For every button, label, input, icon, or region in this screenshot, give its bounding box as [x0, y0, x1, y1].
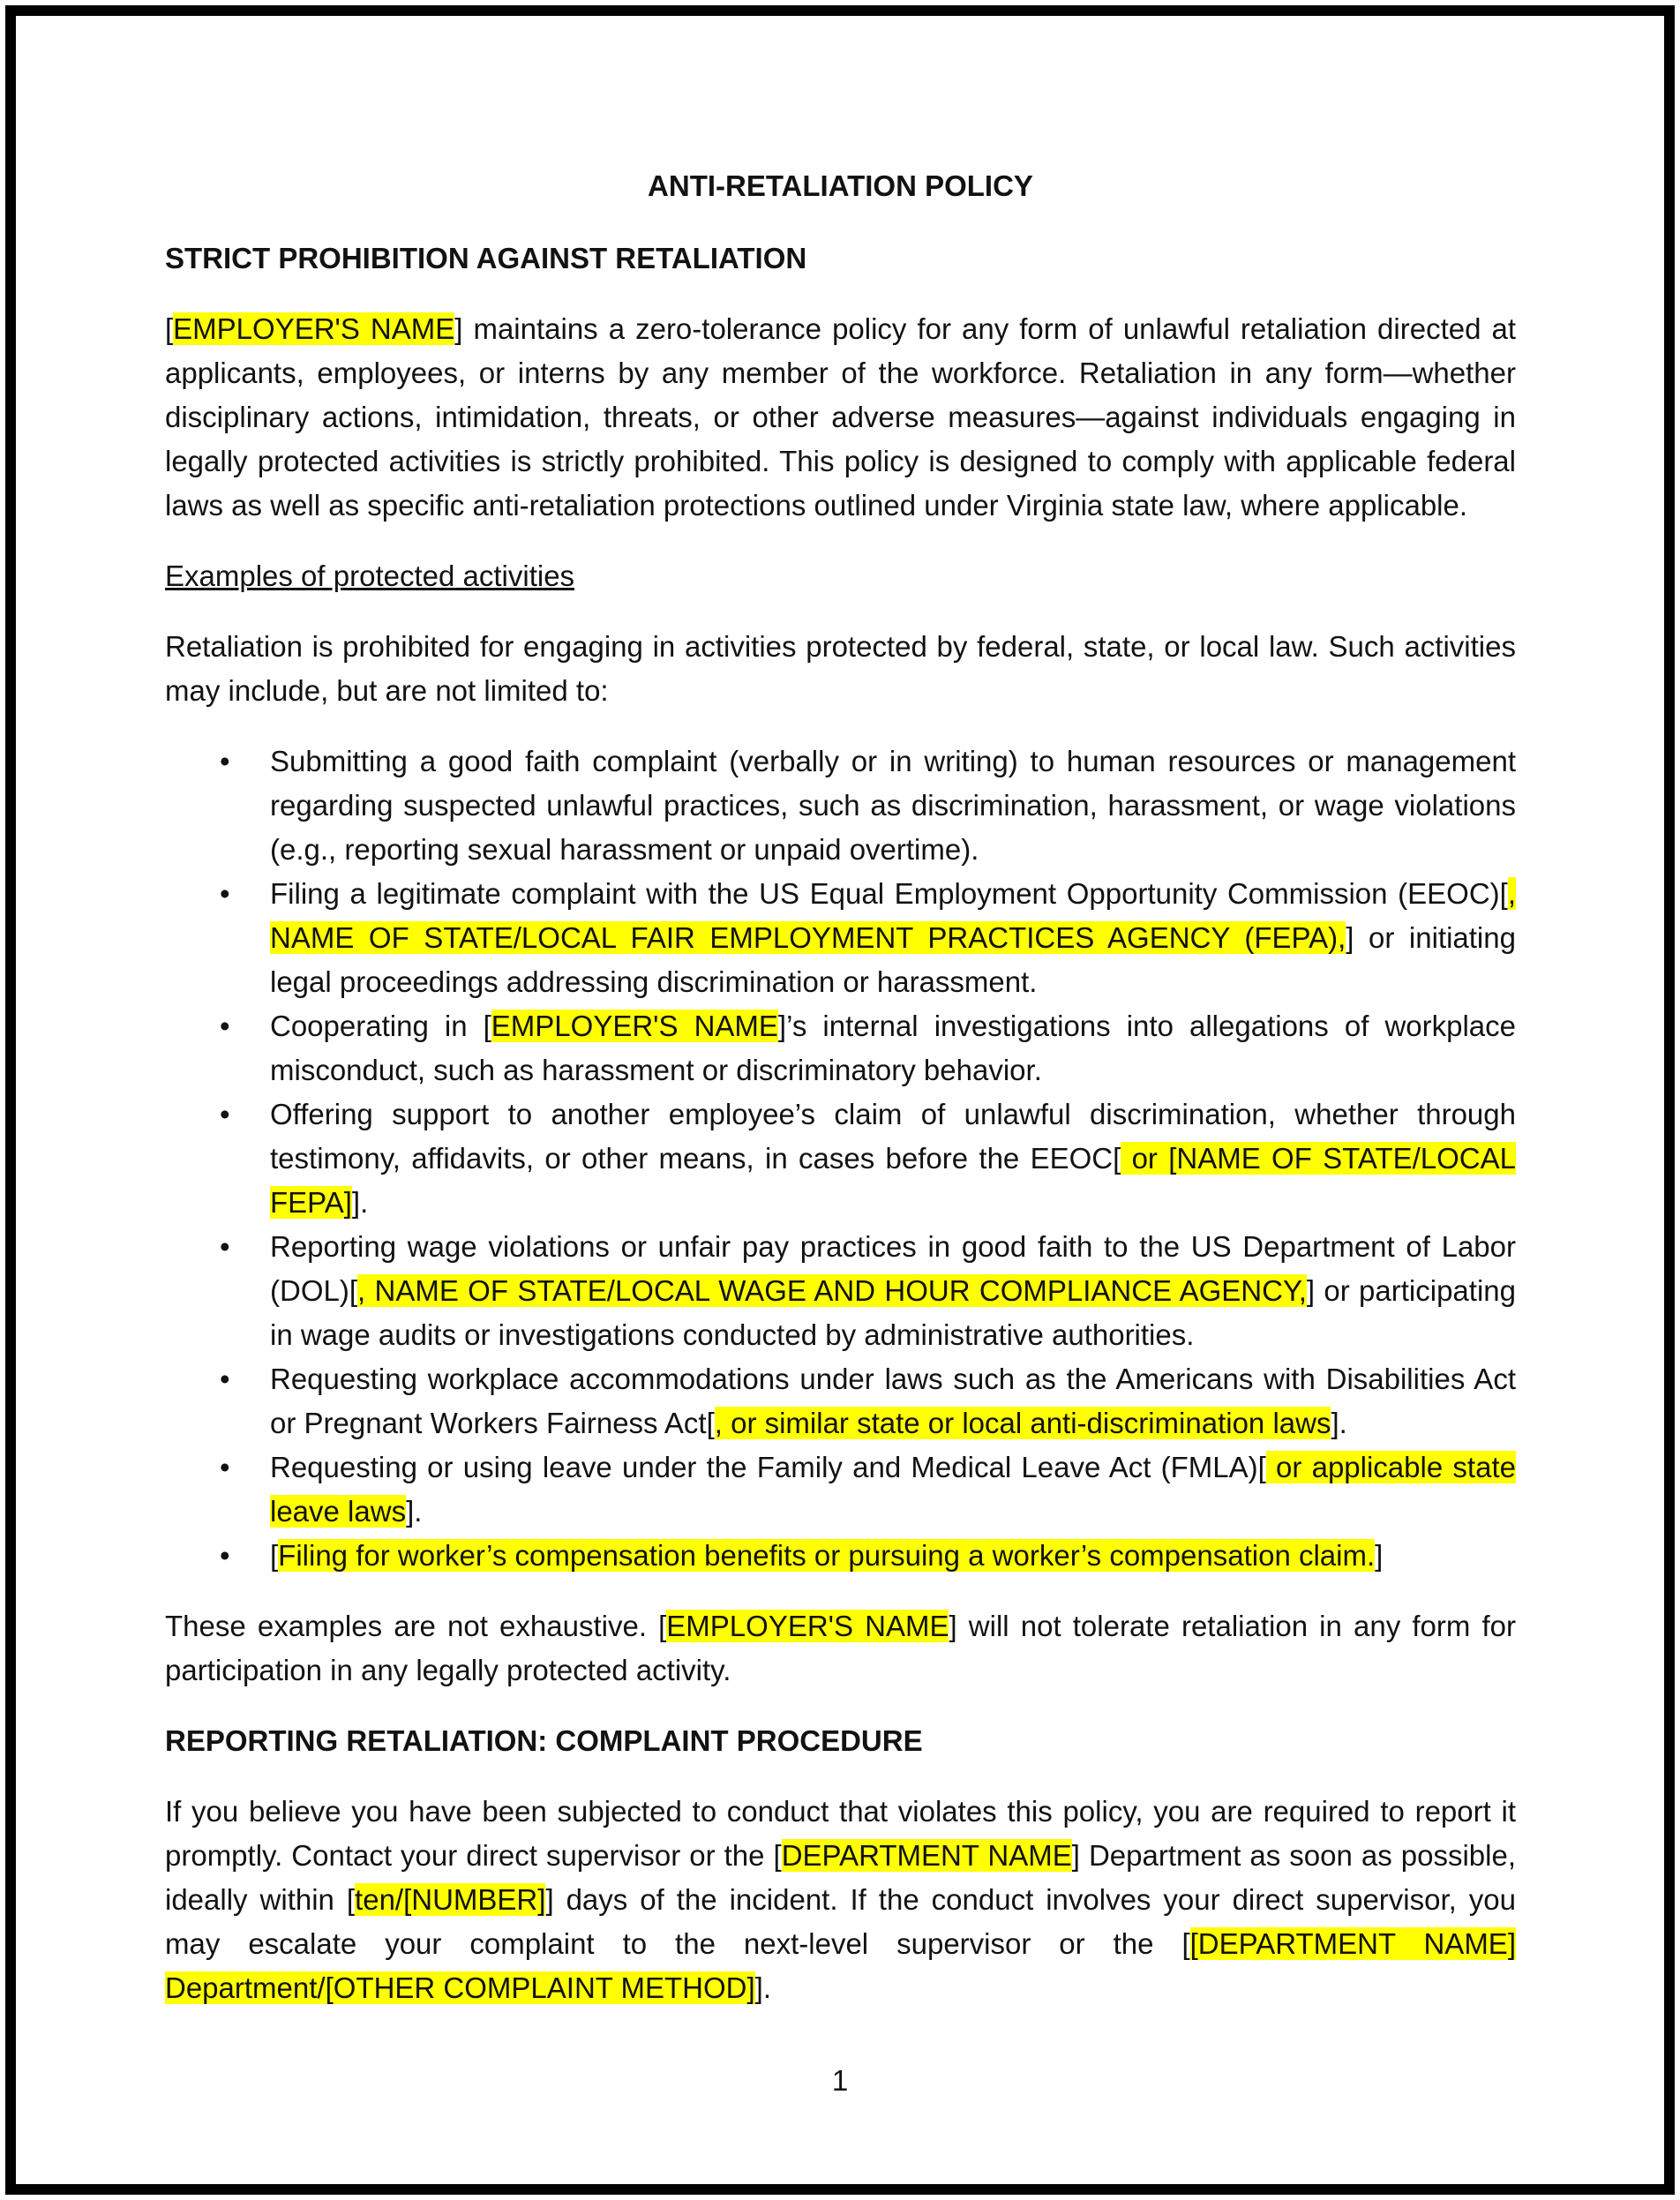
highlighted-placeholder: Filing for worker’s compensation benefits or pursuing a worker’s compensation claim. — [278, 1539, 1376, 1572]
text-run: ]. — [754, 1971, 772, 2004]
text-run: Cooperating in [ — [270, 1010, 491, 1042]
text-run: ]. — [406, 1495, 423, 1528]
heading-strict-prohibition: STRICT PROHIBITION AGAINST RETALIATION — [165, 242, 807, 274]
highlighted-placeholder: or applicable state leave laws — [270, 1451, 1516, 1528]
text-run: ]’s internal investigations into allegations of workplace misconduct, such as harassment or discriminatory behavior. — [270, 1010, 1517, 1086]
highlighted-placeholder: EMPLOYER'S NAME — [173, 312, 455, 345]
list-item-fmla-leave — [165, 1445, 1516, 1534]
text-run: Offering support to another employee’s claim of unlawful discrimination, whether through testimony, affidavits, or other means, in cases before the EEOC[ — [270, 1098, 1516, 1175]
text-run: ]. — [1331, 1407, 1347, 1439]
document-page — [5, 5, 1675, 2195]
highlighted-placeholder: , or similar state or local anti-discrimination laws — [714, 1407, 1331, 1439]
list-item-offering-support — [165, 1092, 1516, 1225]
text-run: ] days of the incident. If the conduct involves your direct supervisor, you may escalate your complaint to the next-level supervisor or the [ — [165, 1883, 1516, 1960]
text-run: [ — [165, 312, 174, 345]
text-run: ] or participating in wage audits or investigations conducted by administrative authorities. — [270, 1274, 1516, 1351]
text-run: Filing a legitimate complaint with the US Equal Employment Opportunity Commission (EEOC)[ — [270, 877, 1508, 910]
paragraph-examples-closing — [165, 1604, 1516, 1693]
text-run: ] — [1375, 1539, 1384, 1572]
list-item-cooperating-investigations — [165, 1004, 1516, 1092]
text-run: These examples are not exhaustive. [ — [165, 1610, 667, 1642]
list-item-workers-compensation — [165, 1534, 1516, 1578]
text-run: [ — [270, 1539, 279, 1572]
highlighted-placeholder: or [NAME OF STATE/LOCAL FEPA] — [270, 1142, 1516, 1219]
text-run: Requesting or using leave under the Family and Medical Leave Act (FMLA)[ — [270, 1451, 1266, 1483]
document-content — [16, 16, 1664, 2010]
heading-reporting-procedure: REPORTING RETALIATION: COMPLAINT PROCEDURE — [165, 1724, 923, 1757]
list-item-accommodations — [165, 1357, 1516, 1445]
list-item-good-faith-complaint — [165, 740, 1516, 872]
text-run: Submitting a good faith complaint (verbally or in writing) to human resources or management regarding suspected unlawful practices, such as discrimination, harassment, or wage violations (e.g., reporting sexual harassment or unpaid overtime). — [270, 745, 1516, 866]
highlighted-placeholder: , NAME OF STATE/LOCAL FAIR EMPLOYMENT PRACTICES AGENCY (FEPA), — [270, 877, 1516, 954]
highlighted-placeholder: , NAME OF STATE/LOCAL WAGE AND HOUR COMPLIANCE AGENCY, — [357, 1274, 1307, 1307]
text-run: Reporting wage violations or unfair pay practices in good faith to the US Department of Labor (DOL)[ — [270, 1230, 1516, 1307]
highlighted-placeholder: EMPLOYER'S NAME — [491, 1010, 778, 1042]
text-run: If you believe you have been subjected to conduct that violates this policy, you are required to report it promptly. Contact your direct supervisor or the [ — [165, 1795, 1516, 1872]
text-run: Requesting workplace accommodations under laws such as the Americans with Disabilities Act or Pregnant Workers Fairness Act[ — [270, 1363, 1516, 1439]
text-run: ]. — [351, 1186, 369, 1219]
text-run: ] or initiating legal proceedings addressing discrimination or harassment. — [270, 921, 1516, 998]
highlighted-placeholder: ten/[NUMBER] — [355, 1883, 546, 1916]
subheading-protected-activities: Examples of protected activities — [165, 559, 575, 592]
text-run: ] will not tolerate retaliation in any form for participation in any legally protected activity. — [165, 1610, 1516, 1686]
doc-title: ANTI-RETALIATION POLICY — [648, 169, 1033, 202]
highlighted-placeholder: EMPLOYER'S NAME — [666, 1610, 949, 1642]
list-item-wage-violations — [165, 1225, 1516, 1357]
protected-activities-list — [165, 740, 1516, 1578]
highlighted-placeholder: DEPARTMENT NAME — [781, 1839, 1072, 1872]
text-run: ] Department as soon as possible, ideally within [ — [165, 1839, 1516, 1916]
paragraph-examples-intro — [165, 625, 1516, 713]
text-run: ] maintains a zero-tolerance policy for any form of unlawful retaliation directed at applicants, employees, or interns by any member of the workforce. Retaliation in any form—whether disciplinary actions, intimidation, threats, or other adverse measures—against individuals engaging in legally protected activities is strictly prohibited. This policy is designed to comply with applicable federal laws as well as specific anti-retaliation protections outlined under Virginia state law, where applicable. — [165, 312, 1516, 522]
text-run: Retaliation is prohibited for engaging in activities protected by federal, state, or local law. Such activities may include, but are not limited to: — [165, 630, 1516, 707]
paragraph-reporting-procedure — [165, 1790, 1516, 2010]
page-number: 1 — [831, 2064, 849, 2097]
list-item-eeoc-complaint — [165, 872, 1516, 1004]
paragraph-policy-statement — [165, 307, 1516, 528]
highlighted-placeholder: [DEPARTMENT NAME] Department/[OTHER COMPLAINT METHOD] — [165, 1927, 1516, 2004]
